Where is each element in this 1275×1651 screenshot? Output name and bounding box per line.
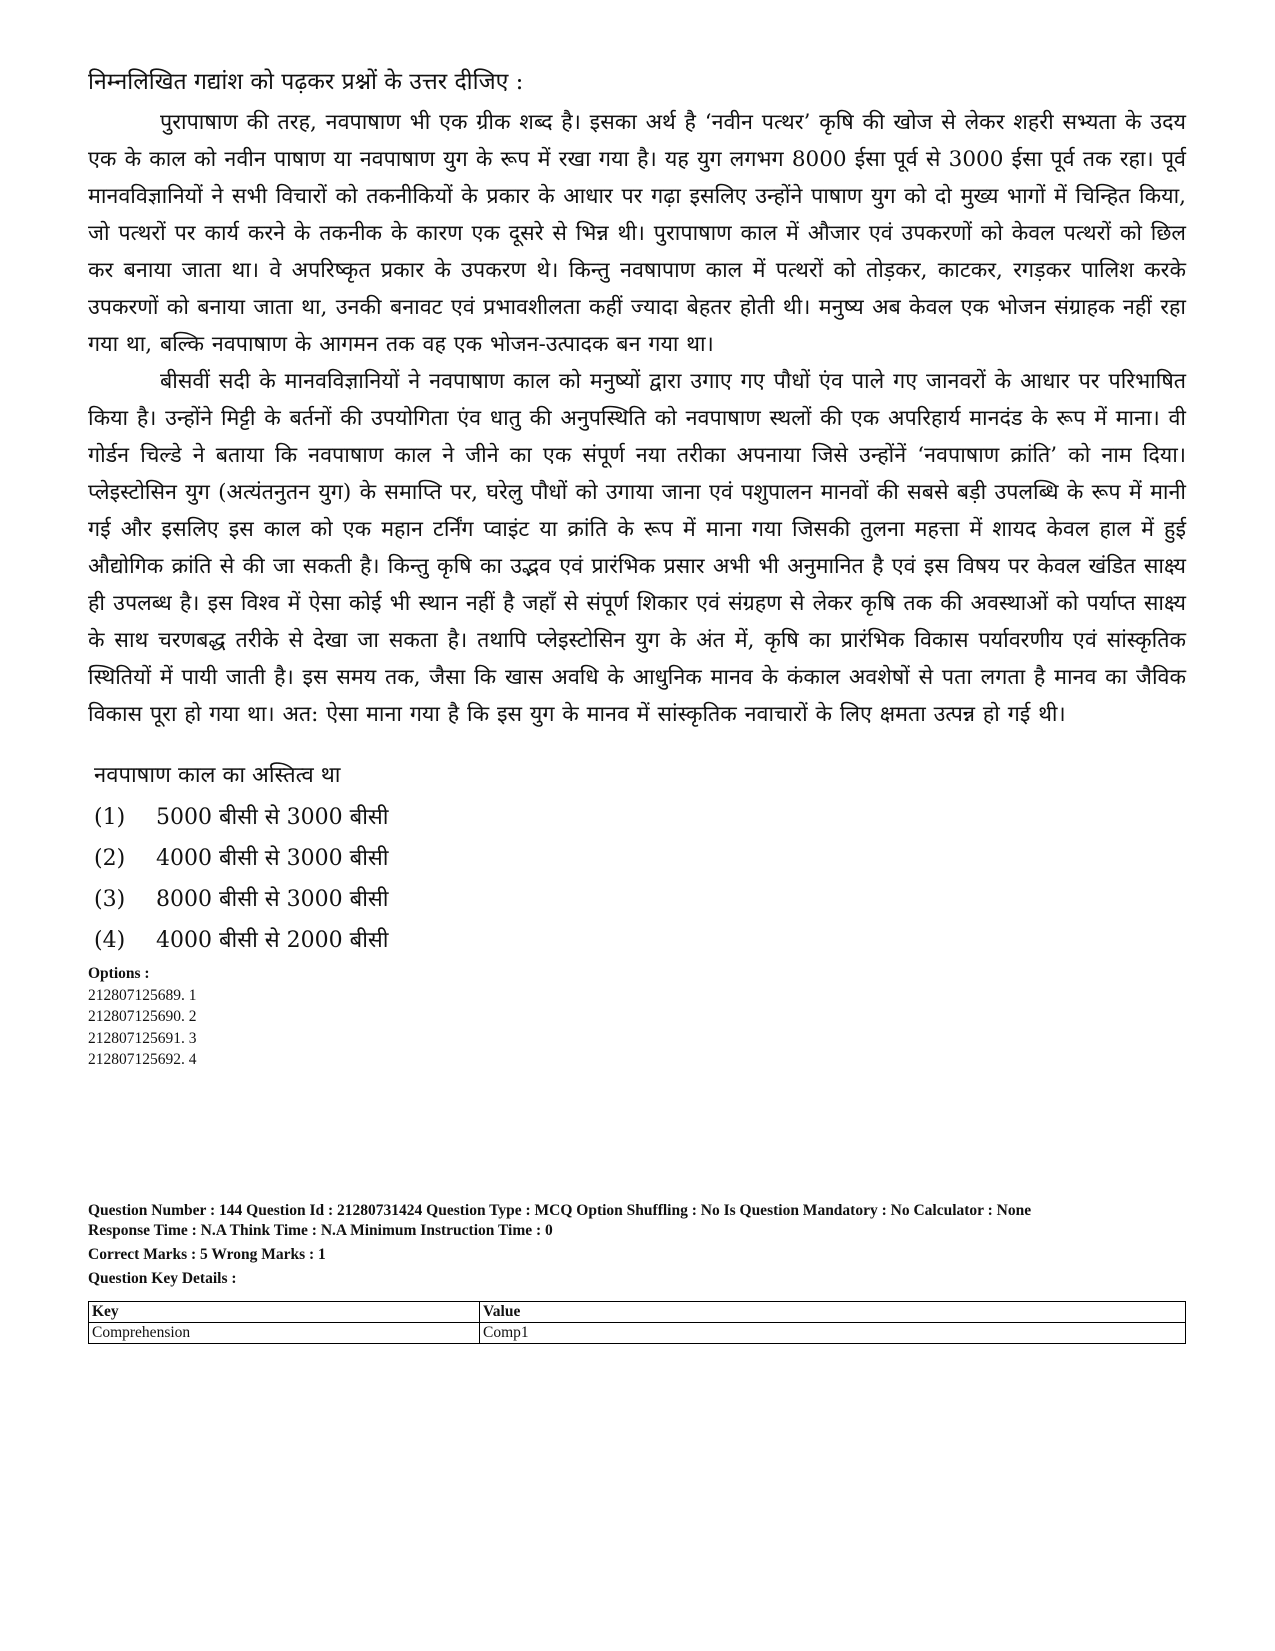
table-cell-value: Comp1: [480, 1323, 1186, 1344]
key-details-table: [88, 1301, 1186, 1344]
choice-2[interactable]: [94, 838, 1186, 879]
choice-text: 4000 बीसी से 3000 बीसी: [156, 846, 389, 871]
question-page: [88, 64, 1186, 1071]
choice-text: 5000 बीसी से 3000 बीसी: [156, 805, 389, 830]
choice-number: (4): [94, 928, 126, 953]
options-label: Options :: [88, 965, 150, 982]
options-list: [88, 963, 1186, 1071]
table-row: [89, 1323, 1186, 1344]
question-text: नवपाषाण काल का अस्तित्व था: [94, 763, 341, 788]
column-header-value: Value: [480, 1302, 1186, 1323]
instruction: निम्नलिखित गद्यांश को पढ़कर प्रश्नों के उत्तर दीजिए :: [88, 69, 524, 95]
key-details-label: Question Key Details :: [88, 1270, 237, 1287]
passage-paragraph-1: पुरापाषाण की तरह, नवपाषाण भी एक ग्रीक शब्द है। इसका अर्थ है ‘नवीन पत्थर’ कृषि की खोज से लेकर शहरी सभ्यता के उदय एक के काल को नवीन पाषाण या नवपाषाण युग के रूप में रखा गया है। यह युग लगभग 8000 ईसा पूर्व से 3000 ईसा पूर्व तक रहा। पूर्व मानवविज्ञानियों ने सभी विचारों को तकनीकियों के प्रकार के आधार पर गढ़ा इसलिए उन्होंने पाषाण युग को दो मुख्य भागों में चिन्हित किया, जो पत्थरों पर कार्य करने के तकनीक के कारण एक दूसरे से भिन्न थी। पुरापाषाण काल में औजार एवं उपकरणों को केवल पत्थरों को छिल कर बनाया जाता था। वे अपरिष्कृत प्रकार के उपकरण थे। किन्तु नवषापाण काल में पत्थरों को तोड़कर, काटकर, रगड़कर पालिश करके उपकरणों को बनाया जाता था, उनकी बनावट एवं प्रभावशीलता कहीं ज्यादा बेहतर होती थी। मनुष्य अब केवल एक भोजन संग्राहक नहीं रहा गया था, बल्कि नवपाषाण के आगमन तक वह एक भोजन-उत्पादक बन गया था।: [88, 110, 1186, 357]
choice-4[interactable]: [94, 920, 1186, 961]
passage-paragraph-2: बीसवीं सदी के मानवविज्ञानियों ने नवपाषाण काल को मनुष्यों द्वारा उगाए गए पौधों एंव पाले गए जानवरों के आधार पर परिभाषित किया है। उन्होंने मिट्टी के बर्तनों की उपयोगिता एंव धातु की अनुपस्थिति को नवपाषाण स्थलों की एक अपरिहार्य मानदंड के रूप में माना। वी गोर्डन चिल्डे ने बताया कि नवपाषाण काल ने जीने का एक संपूर्ण नया तरीका अपनाया जिसे उन्होंनें ‘नवपाषाण क्रांति’ को नाम दिया। प्लेइस्टोसिन युग (अत्यंतनुतन युग) के समाप्ति पर, घरेलु पौधों को उगाया जाना एवं पशुपालन मानवों की सबसे बड़ी उपलब्धि के रूप में मानी गई और इसलिए इस काल को एक महान टर्निंग प्वाइंट या क्रांति के रूप में माना गया जिसकी तुलना महत्ता में शायद केवल हाल में हुई औद्योगिक क्रांति से की जा सकती है। किन्तु कृषि का उद्भव एवं प्रारंभिक प्रसार अभी भी अनुमानित है एवं इस विषय पर केवल खंडित साक्ष्य ही उपलब्ध है। इस विश्व में ऐसा कोई भी स्थान नहीं है जहाँ से संपूर्ण शिकार एवं संग्रहण से लेकर कृषि तक की अवस्थाओं को पर्याप्त साक्ष्य के साथ चरणबद्ध तरीके से देखा जा सकता है। तथापि प्लेइस्टोसिन युग के अंत में, कृषि का प्रारंभिक विकास पर्यावरणीय एवं सांस्कृतिक स्थितियों में पायी जाती है। इस समय तक, जैसा कि खास अवधि के आधुनिक मानव के कंकाल अवशेषों से पता लगता है मानव का जैविक विकास पूरा हो गया था। अत: ऐसा माना गया है कि इस युग के मानव में सांस्कृतिक नवाचारों के लिए क्षमता उत्पन्न हो गई थी।: [88, 369, 1186, 727]
option-id: 212807125690. 2: [88, 1008, 197, 1025]
answer-choices: [94, 797, 1186, 961]
choice-number: (2): [94, 846, 126, 871]
choice-1[interactable]: [94, 797, 1186, 838]
question-info-line: Question Number : 144 Question Id : 21280731424 Question Type : MCQ Option Shuffling : No Is Question Mandatory : No Calculator : None: [88, 1202, 1032, 1219]
option-id: 212807125691. 3: [88, 1029, 197, 1047]
question-metadata: [88, 1201, 1198, 1293]
column-header-key: Key: [89, 1302, 480, 1323]
option-id: 212807125692. 4: [88, 1051, 197, 1068]
table-cell-key: Comprehension: [89, 1323, 480, 1344]
option-id: 212807125689. 1: [88, 986, 197, 1004]
response-time-line: Response Time : N.A Think Time : N.A Minimum Instruction Time : 0: [88, 1222, 553, 1239]
choice-number: (3): [94, 887, 126, 912]
choice-text: 4000 बीसी से 2000 बीसी: [156, 928, 389, 953]
marks-line: Correct Marks : 5 Wrong Marks : 1: [88, 1246, 326, 1263]
choice-text: 8000 बीसी से 3000 बीसी: [156, 887, 389, 912]
choice-3[interactable]: [94, 879, 1186, 920]
table-header-row: [89, 1302, 1186, 1323]
choice-number: (1): [94, 805, 126, 830]
